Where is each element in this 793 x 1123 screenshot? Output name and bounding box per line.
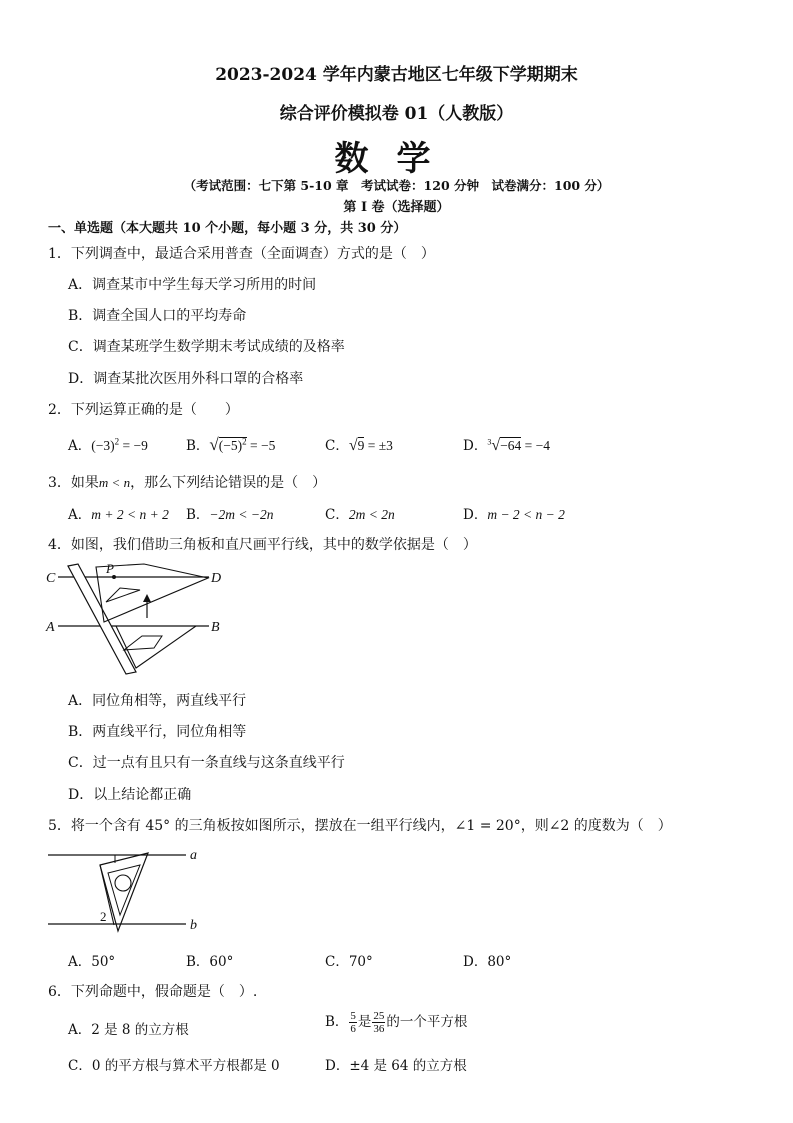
label-a: A: [46, 620, 55, 635]
q5-stem: 5．将一个含有 45° 的三角板按如图所示，摆放在一组平行线内，∠1 = 20°，则∠2 的度数为（ ）: [48, 818, 672, 834]
q3-option-d: [463, 503, 565, 523]
q3-stem-math: m < n: [98, 475, 131, 490]
fraction-25-36: [372, 1010, 385, 1035]
q1-option-b: B．调查全国人口的平均寿命: [68, 308, 247, 324]
q2-option-a: [68, 434, 148, 454]
option-text-tail: 的一个平方根: [386, 1014, 468, 1030]
q3-option-a: [68, 503, 169, 523]
label-d: D: [211, 571, 222, 586]
q4-stem: 4．如图，我们借助三角板和直尺画平行线，其中的数学依据是（ ）: [48, 537, 477, 553]
subject-title: 数学: [334, 139, 459, 179]
math-exponent: 2: [242, 436, 247, 447]
radical-sign-icon: √: [209, 435, 219, 454]
option-label: B．: [186, 507, 210, 523]
option-label: A．: [68, 507, 92, 523]
q5-option-d: D．80°: [463, 954, 512, 970]
q4-option-a: A．同位角相等，两直线平行: [68, 693, 247, 709]
math-base: (−3): [91, 438, 115, 453]
option-label: B．: [186, 438, 210, 454]
q1-option-d: D．调查某批次医用外科口罩的合格率: [68, 371, 304, 387]
fraction-denominator: 6: [350, 1023, 356, 1035]
exam-title-line1: 2023-2024 学年内蒙古地区七年级下学期期末: [215, 65, 578, 85]
label-a: a: [190, 848, 197, 863]
option-label: D．: [463, 507, 488, 523]
q6-stem: 6．下列命题中，假命题是（ ）.: [48, 984, 258, 1000]
triangle-board-inner: [108, 865, 140, 915]
triangle-board-outer: [100, 853, 148, 931]
fraction-numerator: 5: [350, 1010, 356, 1022]
label-c: C: [46, 571, 56, 586]
q6-option-c: C．0 的平方根与算术平方根都是 0: [68, 1058, 280, 1074]
math-radicand: 9: [357, 438, 365, 453]
option-label: C．: [325, 507, 349, 523]
part-title: 第 I 卷（选择题）: [343, 200, 450, 215]
q5-figure: [44, 843, 214, 938]
q6-option-d: D．±4 是 64 的立方根: [325, 1058, 467, 1074]
root-index: 3: [487, 437, 492, 447]
math-result: = −5: [246, 438, 276, 453]
q4-figure: [44, 562, 234, 682]
label-p: P: [106, 562, 114, 576]
q6-option-a: A．2 是 8 的立方根: [68, 1022, 189, 1038]
option-text-mid: 是: [357, 1014, 372, 1030]
q5-option-a: A．50°: [68, 954, 116, 970]
q2-option-d: [463, 434, 550, 455]
math-exponent: 2: [114, 436, 120, 447]
radical-sign-icon: √: [348, 437, 358, 454]
exam-info: （考试范围：七下第 5-10 章 考试试卷：120 分钟 试卷满分：100 分）: [183, 178, 610, 193]
fraction-numerator: 25: [373, 1010, 385, 1022]
ruler-shape: [68, 564, 136, 674]
lower-triangle-inner: [124, 636, 162, 650]
q5-option-c: C．70°: [325, 954, 373, 970]
q2-stem: 2．下列运算正确的是（ ）: [48, 402, 239, 418]
radicand-base: (−5): [218, 438, 243, 453]
q1-stem: 1．下列调查中，最适合采用普查（全面调查）方式的是（ ）: [48, 246, 435, 262]
option-label: C．: [325, 438, 349, 454]
math-radicand: [219, 437, 247, 453]
section-heading: 一、单选题（本大题共 10 个小题，每小题 3 分，共 30 分）: [48, 221, 407, 236]
option-math: 2m < 2n: [348, 507, 395, 522]
fraction-denominator: 36: [373, 1023, 385, 1035]
q5-option-b: B．60°: [186, 954, 234, 970]
option-math: m − 2 < n − 2: [487, 507, 565, 522]
q2-option-c: [325, 434, 393, 455]
triangle-hole: [115, 875, 131, 891]
option-label: D．: [463, 438, 488, 454]
q6-option-b: [325, 1010, 467, 1035]
label-2: 2: [100, 909, 107, 924]
label-b: b: [190, 918, 197, 933]
label-b: B: [211, 620, 220, 635]
q3-option-c: [325, 503, 395, 523]
q4-option-c: C．过一点有且只有一条直线与这条直线平行: [68, 755, 345, 771]
radical-sign-icon: √: [491, 437, 501, 454]
q3-stem-suffix: ，那么下列结论错误的是（ ）: [130, 475, 327, 491]
upper-triangle-inner: [106, 588, 140, 602]
q2-option-b: [186, 434, 275, 455]
math-result: = −9: [119, 438, 148, 453]
q3-stem: [48, 472, 326, 492]
option-math: −2m < −2n: [209, 507, 274, 522]
q4-option-d: D．以上结论都正确: [68, 787, 192, 803]
exam-title-line2: 综合评价模拟卷 01（人教版）: [279, 104, 514, 124]
math-radicand: −64: [500, 438, 522, 453]
fraction-5-6: [349, 1010, 357, 1035]
math-result: = −4: [521, 438, 550, 453]
q1-option-a: A．调查某市中学生每天学习所用的时间: [68, 277, 317, 293]
q4-option-b: B．两直线平行，同位角相等: [68, 724, 247, 740]
q3-stem-prefix: 3．如果: [48, 475, 99, 491]
option-math: m + 2 < n + 2: [91, 507, 169, 522]
q3-option-b: [186, 503, 274, 523]
arrow-up-icon: [143, 594, 151, 602]
math-result: = ±3: [364, 438, 393, 453]
option-label: B．: [325, 1014, 349, 1030]
option-label: A．: [68, 438, 92, 454]
q1-option-c: C．调查某班学生数学期末考试成绩的及格率: [68, 339, 345, 355]
